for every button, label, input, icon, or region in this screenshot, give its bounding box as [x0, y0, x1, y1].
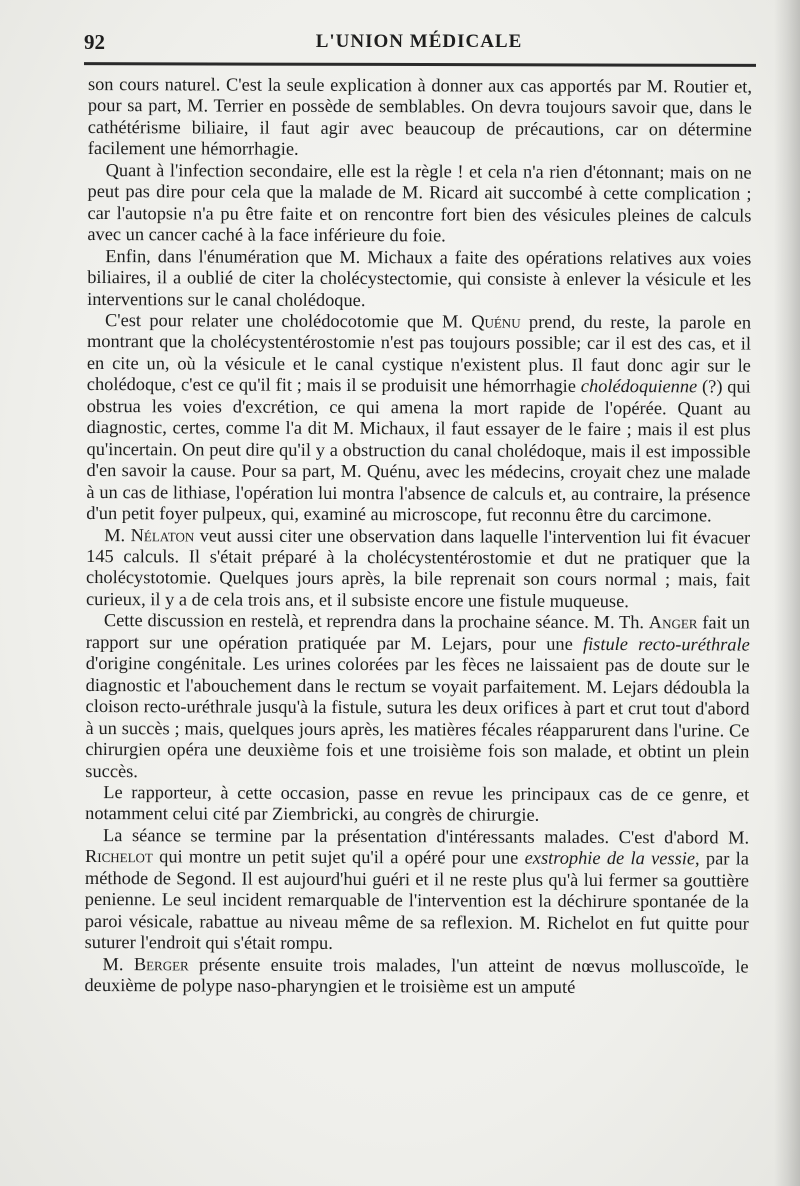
paragraph — [84, 954, 748, 999]
page-edge-shadow — [774, 0, 800, 1186]
text-run: d'origine congénitale. Les urines colorées par les fèces ne laissaient pas de doute sur le diagnostic et l'abouchement dans le rectum se voyait parfaitement. M. Lejars dédoubla la cloison recto-uréthrale jusqu'à la fistule, sutura les deux orifices à part et crut tout d'abord à un succès ; mais, quelques jours après, les matières fécales réapparurent dans l'urine. Ce chirurgien opéra une deuxième fois et une troisième fois son malade, et obtint un plein succès. — [85, 653, 750, 781]
header-rule — [84, 62, 756, 67]
text-run: son cours naturel. C'est la seule explication à donner aux cas apportés par M. Routier et, pour sa part, M. Terrier en possède de semblables. On devra toujours savoir que, dans le cathétérisme biliaire, il faut agir avec beaucoup de précautions, car on détermine facilement une hémorrhagie. — [87, 74, 752, 160]
text-run: Cette discussion en restelà, et reprendra dans la prochaine séance. M. Th. — [103, 610, 649, 633]
text-run: Le rapporteur, à cette occasion, passe en revue les principaux cas de ce genre, et notamment celui cité par Ziembricki, au congrès de chirurgie. — [85, 782, 750, 826]
author-name: Richelot — [84, 846, 153, 867]
paragraph — [86, 310, 751, 527]
text-run: La séance se termine par la présentation d'intéressants malades. C'est d'abord M. — [103, 824, 750, 848]
paragraph — [85, 782, 749, 827]
paragraph — [85, 825, 749, 956]
paragraph — [88, 74, 752, 162]
text-run: (?) qui obstrua les voies d'excrétion, ce qui amena la mort rapide de l'opérée. Quant au diagnostic, certes, comme l'a dit M. Michaux, il faut essayer de le faire ; mais il est plus qu'incertain. On peut dire qu'il y a obstruction du canal cholédoque, mais il est impossible d'en savoir la cause. Pour sa part, M. Quénu, avec les médecins, croyait chez une malade à un cas de lithiase, l'opération lui montra l'absence de calculs et, au contraire, la présence d'un petit foyer pulpeux, qui, examiné au microscope, fut reconnu être du carcimone. — [86, 376, 751, 526]
author-name: Anger — [648, 612, 698, 633]
italic-term: fistule recto-uréthrale — [582, 633, 750, 655]
text-run: C'est pour relater une cholédocotomie que M. — [105, 310, 472, 332]
text-run: qui montre un petit sujet qu'il a opéré pour une — [152, 846, 525, 868]
italic-term: exstrophie de la vessie — [524, 847, 696, 869]
paragraph — [87, 160, 751, 248]
text-run: prend, du reste, la parole en montrant que la cholécystentérostomie n'est pas toujours possible; car il est des cas, et il en cite un, où la vésicule et le canal cystique n'existent plus. Il faut donc agir sur le cholédoque, c'est ce qu'il fit ; mais il se produisit une hémorrhagie — [86, 311, 752, 397]
text-run: , par la méthode de Segond. Il est aujourd'hui guéri et il ne reste plus qu'à lui fermer sa gouttière penienne. Le seul incident remarquable de l'intervention est la déchirure spontanée de la paroi vésicale, rabattue au niveau même de sa reflexion. M. Richelot en fut quitte pour suturer l'endroit qui s'était rompu. — [84, 848, 750, 954]
author-name: Nélaton — [130, 524, 195, 545]
text-run: M. — [104, 524, 131, 545]
text-run: Enfin, dans l'énumération que M. Michaux a faite des opérations relatives aux voies biliaires, il a oublié de citer la cholécystectomie, qui consiste à enlever la vésicule et les interventions sur le canal cholédoque. — [87, 245, 752, 310]
author-name: Berger — [133, 953, 189, 974]
journal-title: L'UNION MÉDICALE — [315, 31, 523, 52]
page-number: 92 — [84, 30, 105, 54]
text-run: M. — [102, 953, 134, 974]
italic-term: cholédoquienne — [580, 376, 698, 397]
body-text — [84, 74, 752, 999]
text-run: veut aussi citer une observation dans laquelle l'intervention lui fit évacuer 145 calculs. Il s'était préparé à la cholécystentérostomie et dut ne pratiquer que la cholécystotomie. Quelques jours après, la bile reprenait son cours normal ; mais, fait curieux, il y a de cela trois ans, et il subsiste encore une fistule muqueuse. — [85, 524, 751, 611]
paragraph — [86, 525, 750, 613]
paragraph — [85, 610, 750, 784]
author-name: Quénu — [471, 311, 521, 332]
running-head — [84, 30, 754, 56]
paragraph — [87, 246, 751, 313]
text-run: Quant à l'infection secondaire, elle est la règle ! et cela n'a rien d'étonnant; mais on ne peut pas dire pour cela que la malade de M. Ricard ait succombé à cette complication ; car l'autopsie n'a pu être faite et on rencontre fort bien des vésicules pleines de calculs avec un cancer caché à la face inférieure du foie. — [87, 159, 752, 246]
text-run: présente ensuite trois malades, l'un atteint de nœvus molluscoïde, le deuxième de polype naso-pharyngien et le troisième est un amputé — [84, 953, 749, 997]
text-run: fait un rapport sur une opération pratiquée par M. Lejars, pour une — [85, 612, 750, 654]
